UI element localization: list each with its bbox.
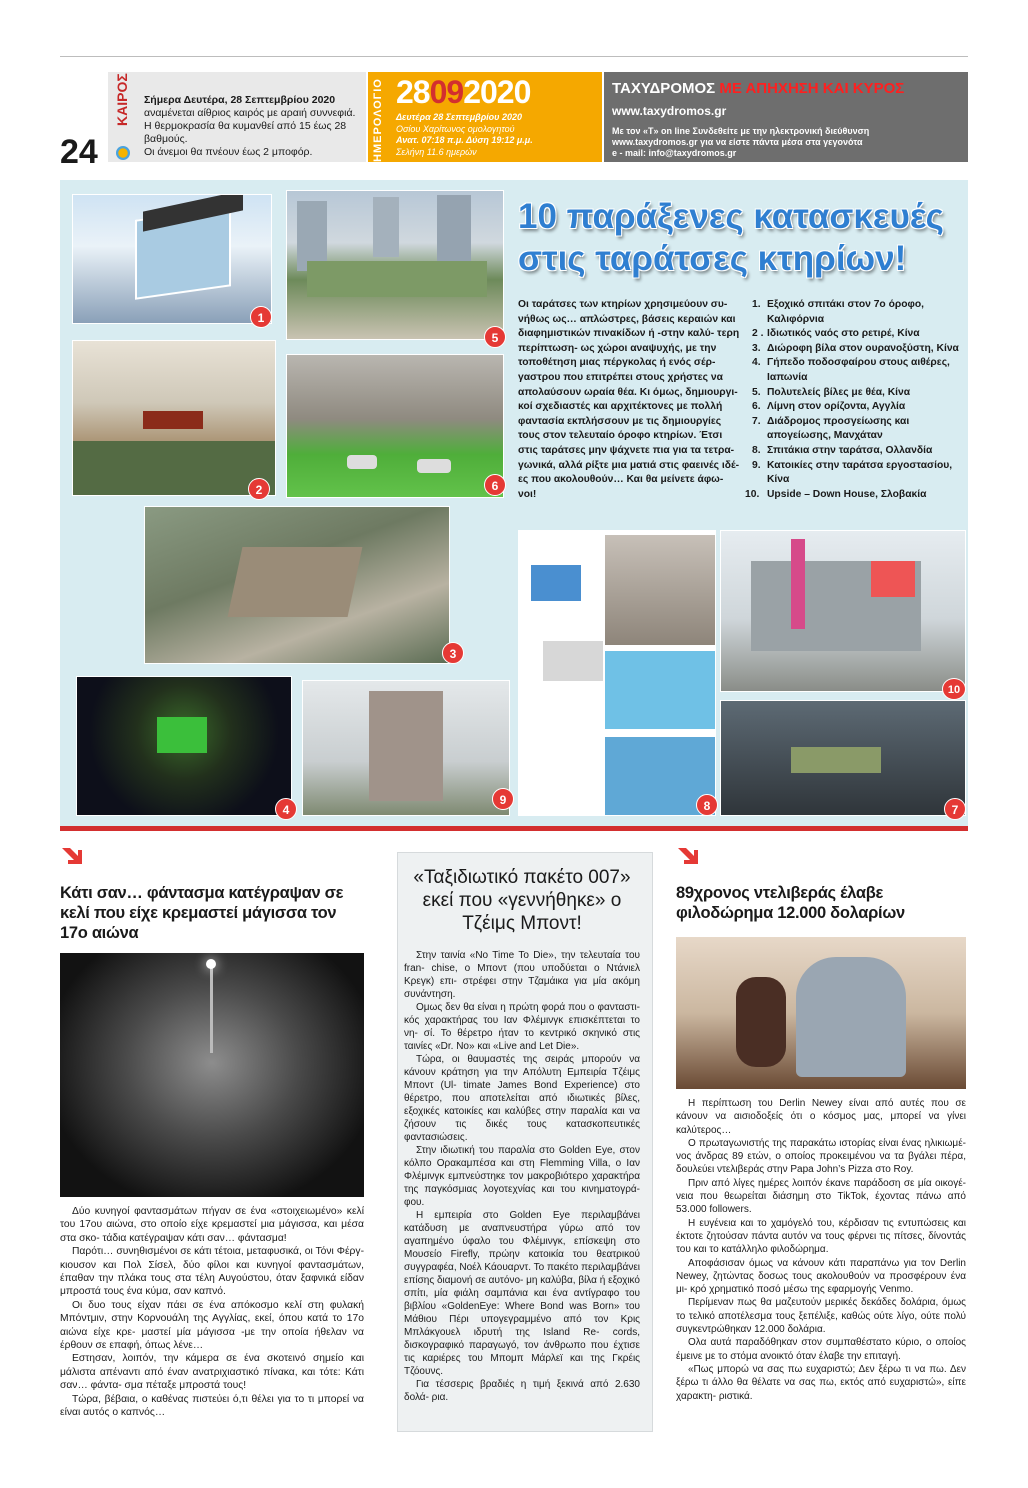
paragraph: Η εμπειρία στο Golden Eye περιλαμβάνει κατάδυση με αναπνευστήρα γύρω από τον αγαπημένο ύφαλο του Φλέμινγκ, επίσκεψη στο Μουσείο Firefly, πρώην κατοικία του θεατρικού συγγραφέα, Νοέλ Κάουαρντ. Το πακέτο περιλαμβάνει επίσης διαμονή σε αυτόνο- μη καλύβα, βίλα ή εξοχικό σπίτι, μία φιάλη σαμπάνια και ένα αντίγραφο του βιβλίου «GoldenEye: Where Bond was Born» του Μάθιου Πέρι υπογεγραμμένο από τον Κρις Μπλάκγουελ ιδρυτή της Island Re- cords, δισκογραφικό παραγωγό, τον άνθρωπο που έχτισε τις καριέρες του Μπομπ Μάρλεϊ και της Γκρέις Τζόουνς. bbox=[404, 1210, 640, 1377]
article-bond bbox=[404, 858, 640, 1404]
weather-line: Σήμερα Δευτέρα, 28 Σεπτεμβρίου 2020 bbox=[144, 94, 336, 106]
masthead-line: www.taxydromos.gr για να είστε πάντα μέσα στα γεγονότα bbox=[612, 137, 863, 147]
paragraph: Παρότι… συνηθισμένοι σε κάτι τέτοια, μεταφυσικά, οι Τόνι Φέργ- κιουσον και Πολ Σίσελ, δύο φίλοι και κυνηγοί φαντασμάτων, έπαθαν την πλάκα τους στα τέλη Αυγούστου, όταν ξαφνικά είδαν μπροστά τους ένα κύμα, σαν καπνό. bbox=[60, 1246, 364, 1298]
feature-headline-line: στις ταράτσες κτηρίων! bbox=[518, 239, 907, 278]
photo-7-runway bbox=[720, 700, 966, 816]
paragraph: Πριν από λίγες ημέρες λοιπόν έκανε παράδοση σε μία οικογέ- νεια που θεωρείται διάσημη στο TikTok, έχοντας πάνω από 53.000 followers. bbox=[676, 1177, 966, 1216]
list-item: 2 . Ιδιωτικός ναός στο ρετιρέ, Κίνα bbox=[752, 328, 920, 340]
calendar-info bbox=[396, 112, 533, 158]
calendar-line: Οσίου Χαρίτωνος ομολογητού bbox=[396, 123, 515, 134]
photo-10-upside-down-house bbox=[720, 530, 966, 692]
paragraph: Ολα αυτά παραδόθηκαν στον συμπαθέστατο κύριο, ο οποίος έμεινε με το στόμα ανοικτό όταν έλαβε την επιταγή. bbox=[676, 1337, 966, 1362]
photo-8-rooftop-houses bbox=[518, 530, 716, 816]
calendar-year: 2020 bbox=[463, 74, 531, 110]
article-ghost bbox=[60, 846, 364, 1420]
masthead-line: e - mail: info@taxydromos.gr bbox=[612, 148, 737, 158]
list-item: 4. Γήπεδο ποδοσφαίρου στους αιθέρες, Ιαπωνία bbox=[752, 357, 950, 383]
article-body bbox=[60, 1205, 364, 1420]
article-body bbox=[404, 949, 640, 1404]
photo-4-football bbox=[76, 676, 292, 816]
weather-text bbox=[144, 94, 362, 159]
weather-box bbox=[108, 72, 366, 162]
photo-badge: 1 bbox=[250, 306, 272, 328]
paragraph: Τώρα, βέβαια, ο καθένας πιστεύει ό,τι θέλει για το τι μπορεί να είναι αυτός ο καπνός… bbox=[60, 1393, 364, 1419]
paragraph: Δύο κυνηγοί φαντασμάτων πήγαν σε ένα «στοιχειωμένο» κελί του 17ου αιώνα, στο οποίο είχε κρεμαστεί μια μάγισσα, και μέσα στα σκο- τάδια κατέγραψαν κάτι σαν… φάντασμα! bbox=[60, 1206, 364, 1244]
calendar-line: Ανατ. 07:18 π.μ. Δύση 19:12 μ.μ. bbox=[396, 135, 533, 145]
calendar-day: 28 bbox=[396, 74, 430, 110]
masthead-desc bbox=[612, 126, 869, 159]
weather-line: αναμένεται αίθριος καιρός με αραιή συννεφιά. bbox=[144, 107, 356, 119]
photo-badge: 7 bbox=[944, 798, 966, 820]
masthead-box bbox=[604, 72, 968, 162]
paragraph: Ομως δεν θα είναι η πρώτη φορά που ο φανταστι- κός χαρακτήρας του Ιαν Φλέμινγκ επισκέπτεται το νη- σί. Το θέρετρο ήταν το κεντρικό σκηνικό στις ταινίες «Dr. No» και «Live and Let Die». bbox=[404, 1002, 640, 1052]
calendar-label: ΗΜΕΡΟΛΟΓΙΟ bbox=[372, 78, 384, 162]
photo-badge: 9 bbox=[492, 788, 514, 810]
sun-cloud-icon bbox=[116, 146, 130, 160]
article-title: 89χρονος ντελιβεράς έλαβε φιλοδώρημα 12.000 δολαρίων bbox=[676, 884, 905, 922]
masthead-name: ΤΑΧΥΔΡΟΜΟΣ bbox=[612, 80, 716, 97]
paragraph: Στην ταινία «No Time To Die», την τελευταία του fran- chise, ο Μποντ (που υποδύεται ο Ντάνιελ Κρεγκ) επι- στρέφει στην Τζαμάικα για μία ακόμη συνάντηση. bbox=[404, 950, 640, 1000]
masthead-line: Με τον «Τ» on line Συνδεθείτε με την ηλεκτρονική διεύθυνση bbox=[612, 126, 870, 136]
paragraph: Αποφάσισαν όμως να κάνουν κάτι παραπάνω για τον Derlin Newey, ζητώντας δοσως τους ακολουθούν να προσφέρουν ένα μι- κρό χρηματικό ποσό μέσω της εφαρμογής Venmo. bbox=[676, 1257, 966, 1296]
weather-line: Η θερμοκρασία θα κυμανθεί από 15 έως 28 βαθμούς. bbox=[144, 120, 347, 145]
photo-5-villas bbox=[286, 190, 504, 340]
pizza-photo bbox=[676, 937, 966, 1089]
calendar-line: Δευτέρα 28 Σεπτεμβρίου 2020 bbox=[396, 112, 523, 122]
article-body bbox=[676, 1097, 966, 1403]
list-item: 5. Πολυτελείς βίλες με θέα, Κίνα bbox=[752, 386, 911, 398]
masthead-url[interactable]: www.taxydromos.gr bbox=[612, 104, 727, 118]
arrow-icon bbox=[676, 846, 700, 866]
list-item: 7. Διάδρομος προσγείωσης και απογείωσης, Μανχάταν bbox=[752, 415, 910, 442]
masthead-slogan: ΜΕ ΑΠΗΧΗΣΗ ΚΑΙ ΚΥΡΟΣ bbox=[719, 80, 905, 97]
photo-badge: 8 bbox=[696, 794, 718, 816]
photo-6-lake bbox=[286, 354, 504, 498]
paragraph: Για τέσσερις βραδιές η τιμή ξεκινά από 2.630 δολά- ρια. bbox=[404, 1379, 640, 1403]
calendar-box bbox=[368, 72, 602, 162]
calendar-date bbox=[396, 74, 530, 111]
paragraph: Οι δυο τους είχαν πάει σε ένα απόκοσμο κελί στη φυλακή Μπόντμιν, στην Κορνουάλη της Αγγλίας, εκεί, όπου κατά το 17ο αιώνα είχε κρε- μαστεί μία μάγισσα -με την οποία ήθελαν να έρθουν σε επαφή, όπως λένε… bbox=[60, 1299, 364, 1352]
list-item: 8. Σπιτάκια στην ταράτσα, Ολλανδία bbox=[752, 444, 933, 456]
section-divider bbox=[60, 826, 968, 831]
photo-2-temple bbox=[72, 340, 276, 496]
calendar-line: Σελήνη 11.6 ημερών bbox=[396, 146, 477, 157]
paragraph: Τώρα, οι θαυμαστές της σειράς μπορούν να κάνουν κράτηση για την Απόλυτη Εμπειρία Τζέιμς Μποντ (Ul- timate James Bond Experience) στο θέρετρο, που αποτελείται από ιδιωτικές βίλες, εξοχικές κατοικίες και καλύβες στην παραλία και να ζήσουν τις δικές τους κατασκοπευτικές φαντασιώσεις. bbox=[404, 1054, 640, 1143]
photo-1-cottage bbox=[72, 194, 272, 324]
photo-badge: 6 bbox=[484, 474, 506, 496]
photo-3-villa bbox=[144, 506, 450, 664]
page-number: 24 bbox=[60, 133, 98, 171]
list-item: 6. Λίμνη στον ορίζοντα, Αγγλία bbox=[752, 401, 906, 413]
photo-badge: 3 bbox=[442, 642, 464, 664]
weather-label: ΚΑΙΡΟΣ bbox=[114, 73, 130, 126]
paragraph: Εστησαν, λοιπόν, την κάμερα σε ένα σκοτεινό σημείο και μάλιστα απέναντι από έναν ανατριχιαστικό πίνακα, και τότε: Κάτι σαν… φάντα- σμα πέταξε μπροστά τους! bbox=[60, 1353, 364, 1392]
paragraph: Περίμεναν πως θα μαζευτούν μερικές δεκάδες δολάρια, όμως το τελικό αποτέλεσμα τους ξεπέλιξε, καθώς ούτε λίγο, ούτε πολύ συγκεντρώθηκαν 12.000 δολάρια. bbox=[676, 1297, 966, 1336]
photo-badge: 4 bbox=[275, 798, 297, 820]
article-title: Κάτι σαν… φάντασμα κατέγραψαν σε κελί που είχε κρεμαστεί μάγισσα τον 17ο αιώνα bbox=[60, 884, 344, 942]
list-item: 1. Εξοχικό σπιτάκι στον 7ο όροφο, Καλιφόρνια bbox=[752, 299, 925, 325]
paragraph: Στην ιδιωτική του παραλία στο Golden Eye, στον κόλπο Ορακαμπέσα και στη Flemming Villa, ο Ιαν Φλέμινγκ εμπνεύστηκε τον μακροβιότερο χαρακτήρα της παγκόσμιας λογοτεχνίας και του κινηματογρά- φου. bbox=[404, 1145, 640, 1208]
paragraph: «Πως μπορώ να σας πω ευχαριστώ; Δεν ξέρω τι να πω. Δεν ξέρω τι άλλο θα θέλατε να σας πω, εκτός από ευχαριστώ», είπε χαρακτη- ριστικά. bbox=[676, 1363, 966, 1402]
photo-badge: 5 bbox=[484, 326, 506, 348]
paragraph: Η περίπτωση του Derlin Newey είναι από αυτές που σε κάνουν να αισιοδοξείς ότι ο κόσμος μας, μπορεί να γίνει καλύτερος… bbox=[676, 1098, 966, 1136]
ghost-photo bbox=[60, 953, 364, 1197]
masthead-title bbox=[612, 80, 904, 97]
photo-9-factory-homes bbox=[302, 680, 510, 816]
top-rule bbox=[60, 56, 968, 57]
calendar-month: 09 bbox=[429, 74, 464, 110]
feature-intro: Οι ταράτσες των κτηρίων χρησιμεύουν συ- νήθως ως… απλώστρες, βάσεις κεραιών και διαφημιστικών πινακίδων ή -στην καλύ- τερη περίπτωση- ως χώροι αναψυχής, με την τοποθέτηση μιας πέργκολας ή ενός σέρ- γαστρου που επιτρέπει στους χρήστες να απολαύσουν ωραία θέα. Κι όμως, δημιουργι- κοί σχεδιαστές και αρχιτέκτονες με πολλή φαντασία εκπλήσσουν με τις δημιουργίες τους στον τελευταίο όροφο κτηρίων. Έτσι στις ταράτσες μην ψάχνετε πια για τα τετρα- γωνικά, αλλά ρίξτε μια ματιά στις φαεινές ιδέ- ες που ακολουθούν… Και θα μείνετε άφω- νοι! bbox=[518, 299, 740, 500]
article-pizza bbox=[676, 846, 966, 1403]
arrow-icon bbox=[60, 846, 84, 866]
list-item: 9. Κατοικίες στην ταράτσα εργοστασίου, Κίνα bbox=[752, 459, 953, 486]
feature-list bbox=[745, 298, 966, 502]
paragraph: Η ευγένεια και το χαμόγελό του, κέρδισαν τις εντυπώσεις και έκτοτε ζητούσαν πάντα αυτόν να τους φέρνει τις πίτσες, δίνοντάς του και το κατάλληλο φιλοδώρημα. bbox=[676, 1217, 966, 1256]
list-item: 10. Upside – Down House, Σλοβακία bbox=[745, 488, 927, 500]
paragraph: Ο πρωταγωνιστής της παρακάτω ιστορίας είναι ένας ηλικιωμέ- νος άνδρας 89 ετών, ο οποίος προκειμένου να τα βγάλει πέρα, δουλεύει ντελιβεράς στην Papa John’s Pizza στο Roy. bbox=[676, 1137, 966, 1176]
feature-headline bbox=[518, 196, 958, 280]
photo-badge: 10 bbox=[942, 678, 966, 700]
photo-badge: 2 bbox=[248, 478, 270, 500]
article-title: «Ταξιδιωτικό πακέτο 007» εκεί που «γεννήθηκε» ο Τζέιμς Μποντ! bbox=[413, 867, 631, 934]
feature-headline-line: 10 παράξενες κατασκευές bbox=[518, 197, 944, 236]
weather-line: Οι άνεμοι θα πνέουν έως 2 μποφόρ. bbox=[144, 146, 313, 158]
list-item: 3. Διώροφη βίλα στον ουρανοξύστη, Κίνα bbox=[752, 342, 959, 354]
